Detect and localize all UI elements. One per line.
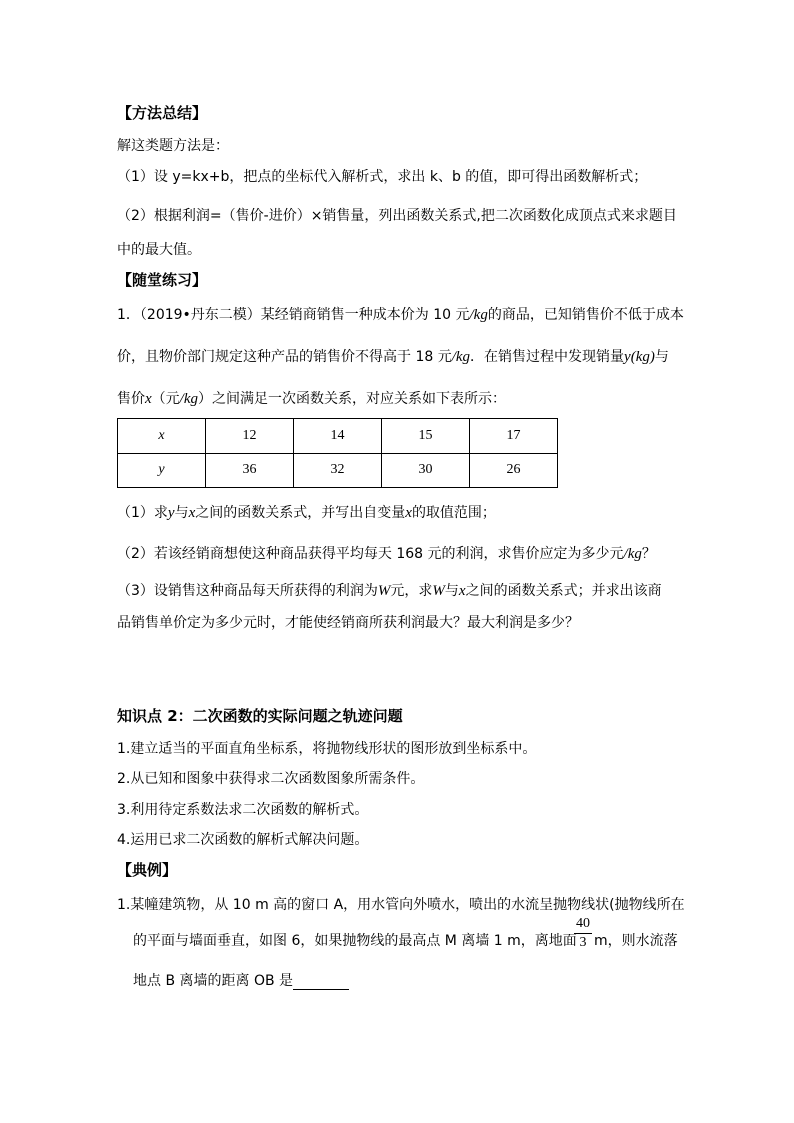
answer-blank <box>293 975 349 990</box>
practice-q1-line-2: 价，且物价部门规定这种产品的销售价不得高于 18 元/kg．在销售过程中发现销量y(kg)与 <box>117 349 669 365</box>
table-cell: 30 <box>382 453 470 488</box>
table-cell: 36 <box>206 453 294 488</box>
table-cell: 12 <box>206 419 294 454</box>
table-cell: 17 <box>470 419 558 454</box>
practice-sub-question-2: （2）若该经销商想使这种商品获得平均每天 168 元的利润，求售价应定为多少元/kg？ <box>117 546 656 562</box>
practice-sub-question-1: （1）求y与x之间的函数关系式，并写出自变量x的取值范围； <box>117 505 496 521</box>
practice-q1-line-1: 1．（2019•丹东二模）某经销商销售一种成本价为 10 元/kg的商品，已知销售价不低于成本 <box>117 307 684 323</box>
table-row-label: x <box>118 419 206 454</box>
knowledge-item: 2.从已知和图象中获得求二次函数图象所需条件。 <box>117 771 425 787</box>
method-summary-intro: 解这类题方法是： <box>117 138 229 154</box>
example-line-3: 地点 B 离墙的距离 OB 是 <box>133 970 349 990</box>
method-step-2-line-1: （2）根据利润=（售价-进价）×销售量，列出函数关系式,把二次函数化成顶点式来求题目 <box>117 208 677 224</box>
practice-q1-line-3: 售价x（元/kg）之间满足一次函数关系，对应关系如下表所示： <box>117 391 506 407</box>
table-row <box>118 419 558 454</box>
knowledge-item: 1.建立适当的平面直角坐标系，将抛物线形状的图形放到坐标系中。 <box>117 741 537 757</box>
knowledge-item: 4.运用已求二次函数的解析式解决问题。 <box>117 832 369 848</box>
table-row <box>118 453 558 488</box>
table-cell: 26 <box>470 453 558 488</box>
example-line-1: 1.某幢建筑物，从 10 m 高的窗口 A，用水管向外喷水，喷出的水流呈抛物线状(抛物线所在 <box>117 897 685 913</box>
unit-per-kg: /kg <box>451 349 471 365</box>
practice-sub-question-3-line-2: 品销售单价定为多少元时，才能使经销商所获利润最大？最大利润是多少？ <box>117 615 579 631</box>
sales-volume-symbol: y(kg) <box>624 349 655 365</box>
method-step-2-line-2: 中的最大值。 <box>117 242 201 258</box>
method-step-1: （1）设 y=kx+b，把点的坐标代入解析式，求出 k、b 的值，即可得出函数解析式； <box>117 169 648 185</box>
fraction-forty-thirds: $\frac{40}{3}$ <box>576 916 590 950</box>
table-cell: 15 <box>382 419 470 454</box>
knowledge-point-2-heading: 知识点 2：二次函数的实际问题之轨迹问题 <box>117 707 403 725</box>
practice-heading: 【随堂练习】 <box>117 271 208 289</box>
table-row-label: y <box>118 453 206 488</box>
price-volume-table <box>117 418 558 488</box>
example-heading: 【典例】 <box>117 861 178 879</box>
knowledge-item: 3.利用待定系数法求二次函数的解析式。 <box>117 802 369 818</box>
unit-per-kg: /kg <box>469 307 488 323</box>
table-cell: 32 <box>294 453 382 488</box>
table-cell: 14 <box>294 419 382 454</box>
example-line-2-a: 的平面与墙面垂直，如图 6，如果抛物线的最高点 M 离墙 1 m，离地面 <box>133 933 577 949</box>
method-summary-heading: 【方法总结】 <box>117 104 208 122</box>
practice-sub-question-3-line-1: （3）设销售这种商品每天所获得的利润为W元，求W与x之间的函数关系式；并求出该商 <box>117 583 662 599</box>
example-line-2-b: m，则水流落 <box>594 933 678 949</box>
